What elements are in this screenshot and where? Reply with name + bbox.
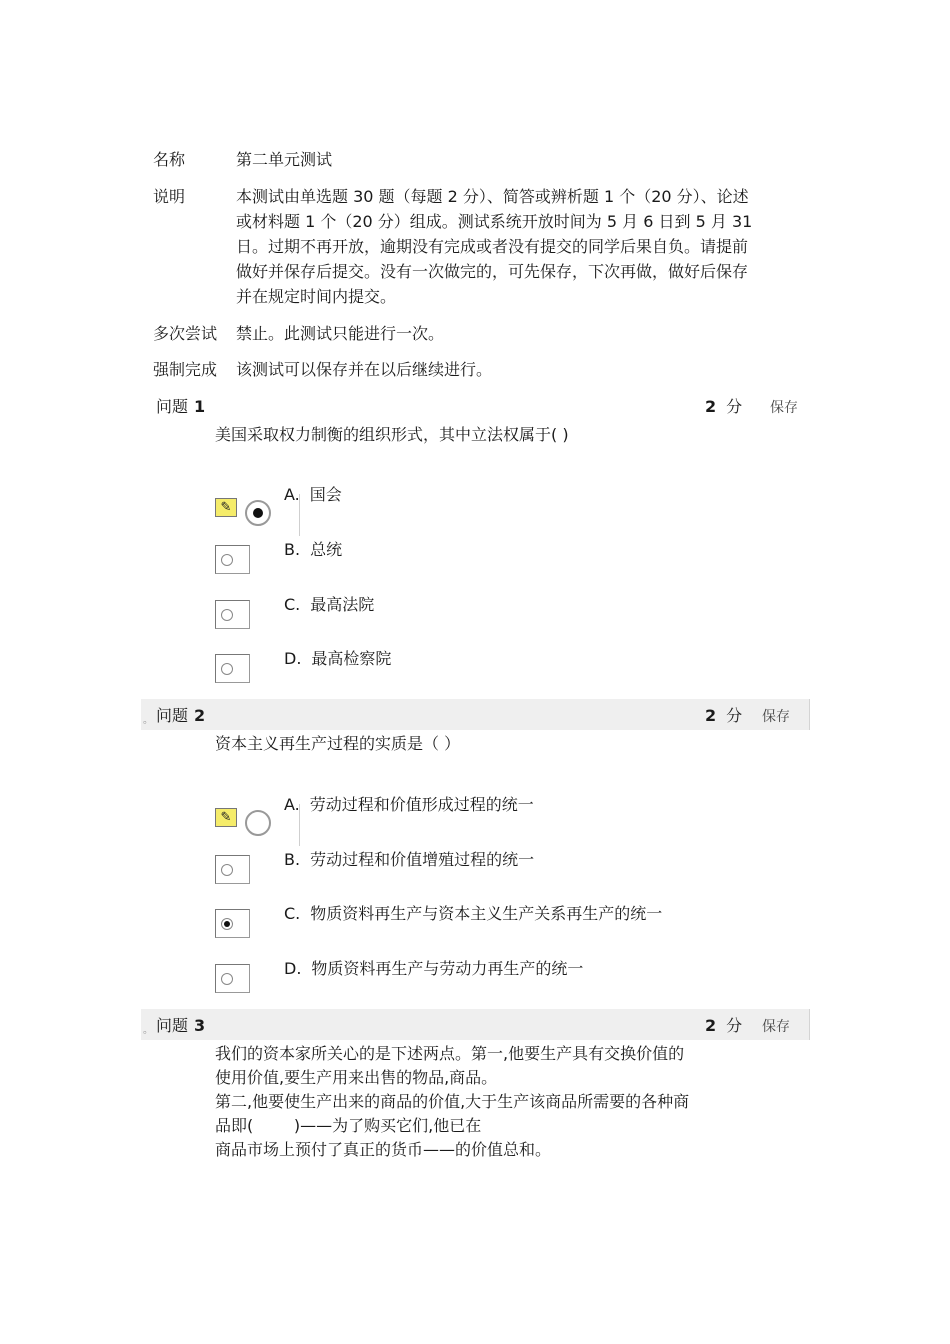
option-text: 劳动过程和价值形成过程的统一 <box>309 795 534 814</box>
question-number: 1 <box>194 397 206 416</box>
question-label: 问题 <box>156 706 189 725</box>
flag-marker-icon: ✎ <box>215 808 237 827</box>
save-button[interactable]: 保存 <box>770 400 798 416</box>
description-label: 说明 <box>153 187 186 206</box>
points-unit: 分 <box>726 706 743 725</box>
name-label: 名称 <box>153 150 186 169</box>
option-radio-box-b[interactable] <box>215 545 250 574</box>
question-1-text: 美国采取权力制衡的组织形式，其中立法权属于( ) <box>215 425 569 444</box>
option-letter: C. <box>284 595 301 614</box>
option-radio-b[interactable] <box>221 864 233 876</box>
option-letter: A. <box>284 485 300 504</box>
points-unit: 分 <box>726 1016 743 1035</box>
option-radio-c[interactable] <box>221 918 233 930</box>
question-text-line: 品即( )——为了购买它们,他已在 <box>215 1116 482 1135</box>
option-text: 国会 <box>309 485 342 504</box>
option-c-label <box>284 592 374 615</box>
option-radio-a[interactable] <box>245 500 271 526</box>
option-radio-box-c[interactable] <box>215 909 250 938</box>
option-letter: A. <box>284 795 300 814</box>
option-letter: C. <box>284 904 301 923</box>
multiple-attempts-row <box>153 321 813 346</box>
question-points <box>705 703 742 726</box>
test-description-row <box>153 184 813 309</box>
description-line: 做好并保存后提交。没有一次做完的，可先保存，下次再做，做好后保存 <box>236 262 749 281</box>
option-radio-box-b[interactable] <box>215 855 250 884</box>
option-b-label <box>284 847 534 870</box>
question-points <box>705 394 742 417</box>
points-unit: 分 <box>726 397 743 416</box>
option-radio-box-c[interactable] <box>215 600 250 629</box>
question-label: 问题 <box>156 1016 189 1035</box>
option-b-label <box>284 537 342 560</box>
option-letter: B. <box>284 850 301 869</box>
attempts-label: 多次尝试 <box>153 324 218 343</box>
question-text-line: 我们的资本家所关心的是下述两点。第一,他要生产具有交换价值的 <box>215 1044 685 1063</box>
option-radio-box-d[interactable] <box>215 654 250 683</box>
question-number: 2 <box>194 706 206 725</box>
question-3-header <box>141 1009 810 1040</box>
option-radio-d[interactable] <box>221 973 233 985</box>
points-value: 2 <box>705 706 717 725</box>
bullet-dot: 。 <box>143 1025 153 1036</box>
bullet-dot: 。 <box>143 715 153 726</box>
option-text: 物质资料再生产与资本主义生产关系再生产的统一 <box>310 904 663 923</box>
attempts-value: 禁止。此测试只能进行一次。 <box>236 324 445 343</box>
force-completion-row <box>153 357 813 382</box>
name-value: 第二单元测试 <box>236 150 333 169</box>
question-text-line: 使用价值,要生产用来出售的物品,商品。 <box>215 1068 498 1087</box>
option-radio-a[interactable] <box>245 810 271 836</box>
save-button[interactable]: 保存 <box>762 1019 790 1035</box>
flag-marker-icon: ✎ <box>215 498 237 517</box>
question-title <box>156 394 205 417</box>
description-line: 本测试由单选题 30 题（每题 2 分）、简答或辨析题 1 个（20 分）、论述 <box>236 187 749 206</box>
description-line: 或材料题 1 个（20 分）组成。测试系统开放时间为 5 月 6 日到 5 月 31 <box>236 212 753 231</box>
option-text: 总统 <box>310 540 343 559</box>
question-title <box>156 703 205 726</box>
option-letter: D. <box>284 959 302 978</box>
description-line: 并在规定时间内提交。 <box>236 287 397 306</box>
option-text: 最高法院 <box>310 595 375 614</box>
description-line: 日。过期不再开放，逾期没有完成或者没有提交的同学后果自负。请提前 <box>236 237 749 256</box>
option-text: 劳动过程和价值增殖过程的统一 <box>310 850 535 869</box>
points-value: 2 <box>705 397 717 416</box>
option-radio-b[interactable] <box>221 554 233 566</box>
save-button[interactable]: 保存 <box>762 709 790 725</box>
option-a-label <box>284 792 534 815</box>
option-text: 物质资料再生产与劳动力再生产的统一 <box>311 959 584 978</box>
option-letter: B. <box>284 540 301 559</box>
question-3-text <box>215 1042 735 1162</box>
option-radio-d[interactable] <box>221 663 233 675</box>
question-label: 问题 <box>156 397 189 416</box>
force-value: 该测试可以保存并在以后继续进行。 <box>236 360 493 379</box>
option-c-label <box>284 901 662 924</box>
question-title <box>156 1013 205 1036</box>
question-text-line: 商品市场上预付了真正的货币——的价值总和。 <box>215 1140 552 1159</box>
description-text <box>236 184 813 309</box>
question-number: 3 <box>194 1016 206 1035</box>
question-1-header <box>141 390 809 421</box>
test-name-row <box>153 147 813 172</box>
option-a-label <box>284 482 342 505</box>
points-value: 2 <box>705 1016 717 1035</box>
option-d-label <box>284 646 391 669</box>
option-d-label <box>284 956 583 979</box>
question-points <box>705 1013 742 1036</box>
option-text: 最高检察院 <box>311 649 392 668</box>
force-label: 强制完成 <box>153 360 218 379</box>
question-2-header <box>141 699 810 730</box>
option-letter: D. <box>284 649 302 668</box>
question-text-line: 第二,他要使生产出来的商品的价值,大于生产该商品所需要的各种商 <box>215 1092 690 1111</box>
option-radio-box-d[interactable] <box>215 964 250 993</box>
option-radio-c[interactable] <box>221 609 233 621</box>
question-2-text: 资本主义再生产过程的实质是（ ） <box>215 734 461 753</box>
